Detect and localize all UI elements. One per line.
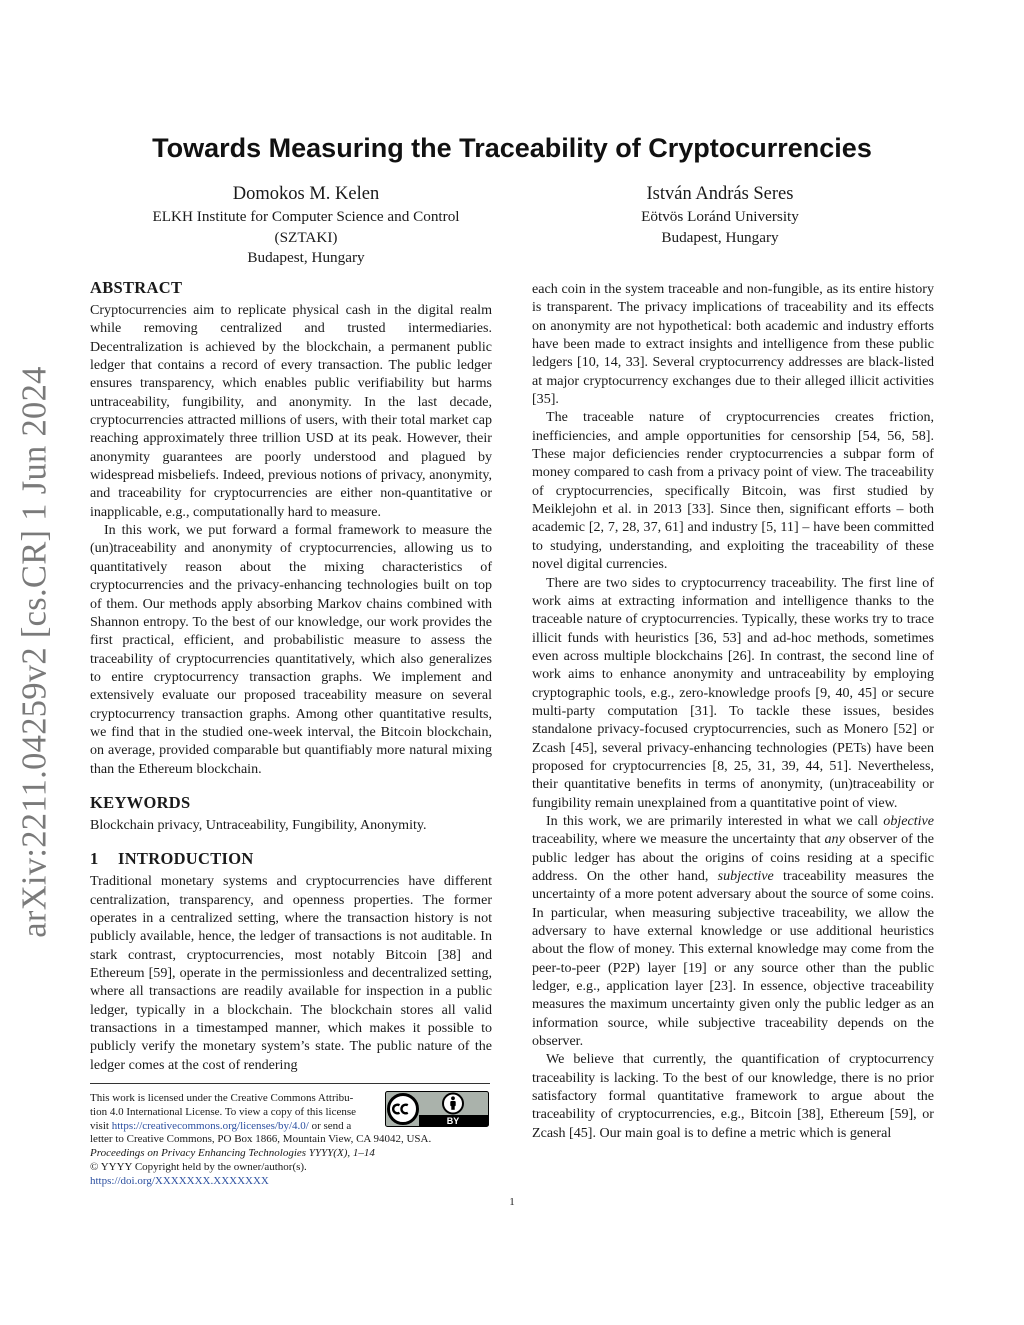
license-line: tion 4.0 International License. To view a copy of this license <box>90 1105 357 1118</box>
body-paragraph: each coin in the system traceable and non-fungible, as its entire history is transparent. The privacy implications of traceability and its effects on anonymity are not hypothetical: both academic and industry efforts have been made to extract insights and intelligence from these public ledgers [10, 14, 33]. Several cryptocurrency addresses are black-listed at major cryptocurrency exchanges due to their alleged illicit activities [35]. <box>532 281 934 408</box>
author-location: Budapest, Hungary <box>661 228 779 246</box>
author-block-2 <box>560 181 880 248</box>
abstract-paragraph: In this work, we put forward a formal framework to measure the (un)traceability and anonymity of cryptocurrencies, allowing us to quantitatively reason about the mixing characteristics of cryptocurrencies and the privacy-enhancing technologies built on top of them. Our methods apply absorbing Markov chains combined with Shannon entropy. To the best of our knowledge, our work provides the first practical, efficient, and probabilistic measure to assess the traceability of cryptocurrencies quantitatively, which also generalizes to entire cryptocurrency transaction graphs. We implement and extensively evaluate our proposed traceability measure on several cryptocurrency transaction graphs. Among other quantitative results, we find that in the studied one-week interval, the Bitcoin blockchain, on average, provided comparable but quantifiably more natural mixing than the Ethereum blockchain. <box>90 522 492 777</box>
page-number: 1 <box>509 1196 515 1208</box>
creative-commons-icon <box>389 1095 418 1124</box>
license-line: This work is licensed under the Creative Commons Attribu- <box>90 1092 354 1104</box>
proceedings-line: Proceedings on Privacy Enhancing Technologies YYYY(X), 1–14 <box>90 1147 375 1160</box>
author-affiliation: Eötvös Loránd University <box>641 208 799 225</box>
paper-title: Towards Measuring the Traceability of Cryptocurrencies <box>152 133 872 163</box>
section-title: INTRODUCTION <box>118 849 254 869</box>
cc-by-badge <box>385 1091 489 1127</box>
badge-label: BY <box>446 1116 460 1126</box>
license-line: letter to Creative Commons, PO Box 1866, Mountain View, CA 94042, USA. <box>90 1133 432 1146</box>
body-paragraph: The traceable nature of cryptocurrencies creates friction, inefficiencies, and ample opportunities for censorship [54, 56, 58]. These major deficiencies render cryptocurrencies a subpar form of money compared to cash from a privacy point of view. The traceability of cryptocurrencies, specifically Bitcoin, was first studied by Meiklejohn et al. in 2013 [33]. Since then, significant efforts – both academic [2, 7, 28, 37, 61] and industry [5, 11] – have been committed to studying, understanding, and exploiting the traceability of these novel digital currencies. <box>532 409 934 573</box>
intro-paragraph: Traditional monetary systems and cryptocurrencies have different centralization, transparency, and openness properties. The former operates in a centralized setting, where the transaction history is not publicly available, hence, the ledger of transactions is not auditable. In stark contrast, cryptocurrencies, most notably Bitcoin [38] and Ethereum [59], operate in the permissionless and decentralized setting, where all transactions are readily available for inspection in a public ledger, typically in a blockchain. The blockchain stores all valid transactions in a timestamped manner, which makes it possible to publicly verify the monetary system’s state. The public nature of the ledger comes at the cost of rendering <box>90 873 492 1073</box>
author-affiliation: ELKH Institute for Computer Science and Control <box>152 208 460 225</box>
right-column <box>532 280 934 1142</box>
author-name: István András Seres <box>646 184 794 204</box>
footnote-rule <box>90 1083 490 1084</box>
author-block-1 <box>120 181 492 269</box>
arxiv-stamp <box>12 366 58 938</box>
attribution-icon <box>443 1094 463 1114</box>
body-paragraph: In this work, we are primarily interested in what we call objective traceability, where we measure the uncertainty that any observer of the public ledger has about the origins of coins residing at a specific address. On the other hand, subjective traceability measures the uncertainty of a more potent adversary about the source of some coins. In particular, when measuring subjective traceability, we allow the adversary to have external knowledge or use additional heuristics about the flow of money. This external knowledge may come from the peer-to-peer (P2P) layer [19] or any source other than the public ledger, e.g., application layer [23]. In essence, objective traceability measures the maximum uncertainty given only the public ledger as an information source, while subjective traceability depends on the observer. <box>532 812 934 1050</box>
keywords-heading: KEYWORDS <box>90 792 191 812</box>
arxiv-id: arXiv:2211.04259v2 [cs.CR] 1 Jun 2024 <box>15 366 54 938</box>
emphasis: any <box>824 831 845 848</box>
left-column <box>90 278 492 1074</box>
section-heading-introduction <box>90 849 492 869</box>
keywords-text: Blockchain privacy, Untraceability, Fungibility, Anonymity. <box>90 816 427 833</box>
license-line: visit https://creativecommons.org/licenses/by/4.0/ or send a <box>90 1119 352 1132</box>
abstract-heading: ABSTRACT <box>90 278 183 297</box>
abstract-paragraph: Cryptocurrencies aim to replicate physical cash in the digital realm while removing centralized and trusted intermediaries. Decentralization is achieved by the blockchain, a permanent public ledger that contains a record of every transaction. The public ledger ensures transparency, which enables public verifiability but harms untraceability, fungibility, and anonymity. In the last decade, cryptocurrencies attracted millions of users, with their total market cap reaching approximately three trillion USD at its peak. However, their anonymity guarantees are poorly understood and plagued by widespread misbeliefs. Indeed, previous notions of privacy, anonymity, and traceability for cryptocurrencies are either non-quantitative or inapplicable, e.g., computationally hard to measure. <box>90 302 492 520</box>
body-paragraph: We believe that currently, the quantification of cryptocurrency traceability is lacking. To the best of our knowledge, there is no prior satisfactory formal quantitative framework to argue about the traceability of cryptocurrencies, e.g., Bitcoin [38], Ethereum [59], or Zcash [45]. Our main goal is to define a metric which is general <box>532 1051 934 1141</box>
license-link[interactable]: https://creativecommons.org/licenses/by/4.0/ <box>111 1119 309 1132</box>
emphasis: objective <box>883 812 934 829</box>
doi-link[interactable]: https://doi.org/XXXXXXX.XXXXXXX <box>90 1174 269 1187</box>
section-number: 1 <box>90 849 99 869</box>
author-location: Budapest, Hungary <box>247 249 365 266</box>
author-affiliation-2: (SZTAKI) <box>274 228 338 246</box>
emphasis: subjective <box>717 868 774 884</box>
body-paragraph: There are two sides to cryptocurrency traceability. The first line of work aims at extracting information and intelligence thanks to the traceable nature of cryptocurrencies. Typically, these works try to trace illicit funds with heuristics [36, 53] and ad-hoc methods, sometimes even across multiple blockchains [26]. In contrast, the second line of work aims to enhance anonymity and untraceability by employing cryptographic tools, e.g., zero-knowledge proofs [9, 40, 45] or secure multi-party computation [31]. To tackle these issues, besides standalone privacy-focused cryptocurrencies, such as Monero [52] or Zcash [45], several privacy-enhancing technologies (PETs) have been proposed for cryptocurrencies [8, 25, 31, 39, 44, 51]. Nevertheless, their quantitative benefits in terms of anonymity, (un)traceability or fungibility remain unexplained from a quantitative point of view. <box>532 574 934 811</box>
copyright-line: © YYYY Copyright held by the owner/author(s). <box>90 1160 307 1173</box>
author-name: Domokos M. Kelen <box>232 184 380 204</box>
